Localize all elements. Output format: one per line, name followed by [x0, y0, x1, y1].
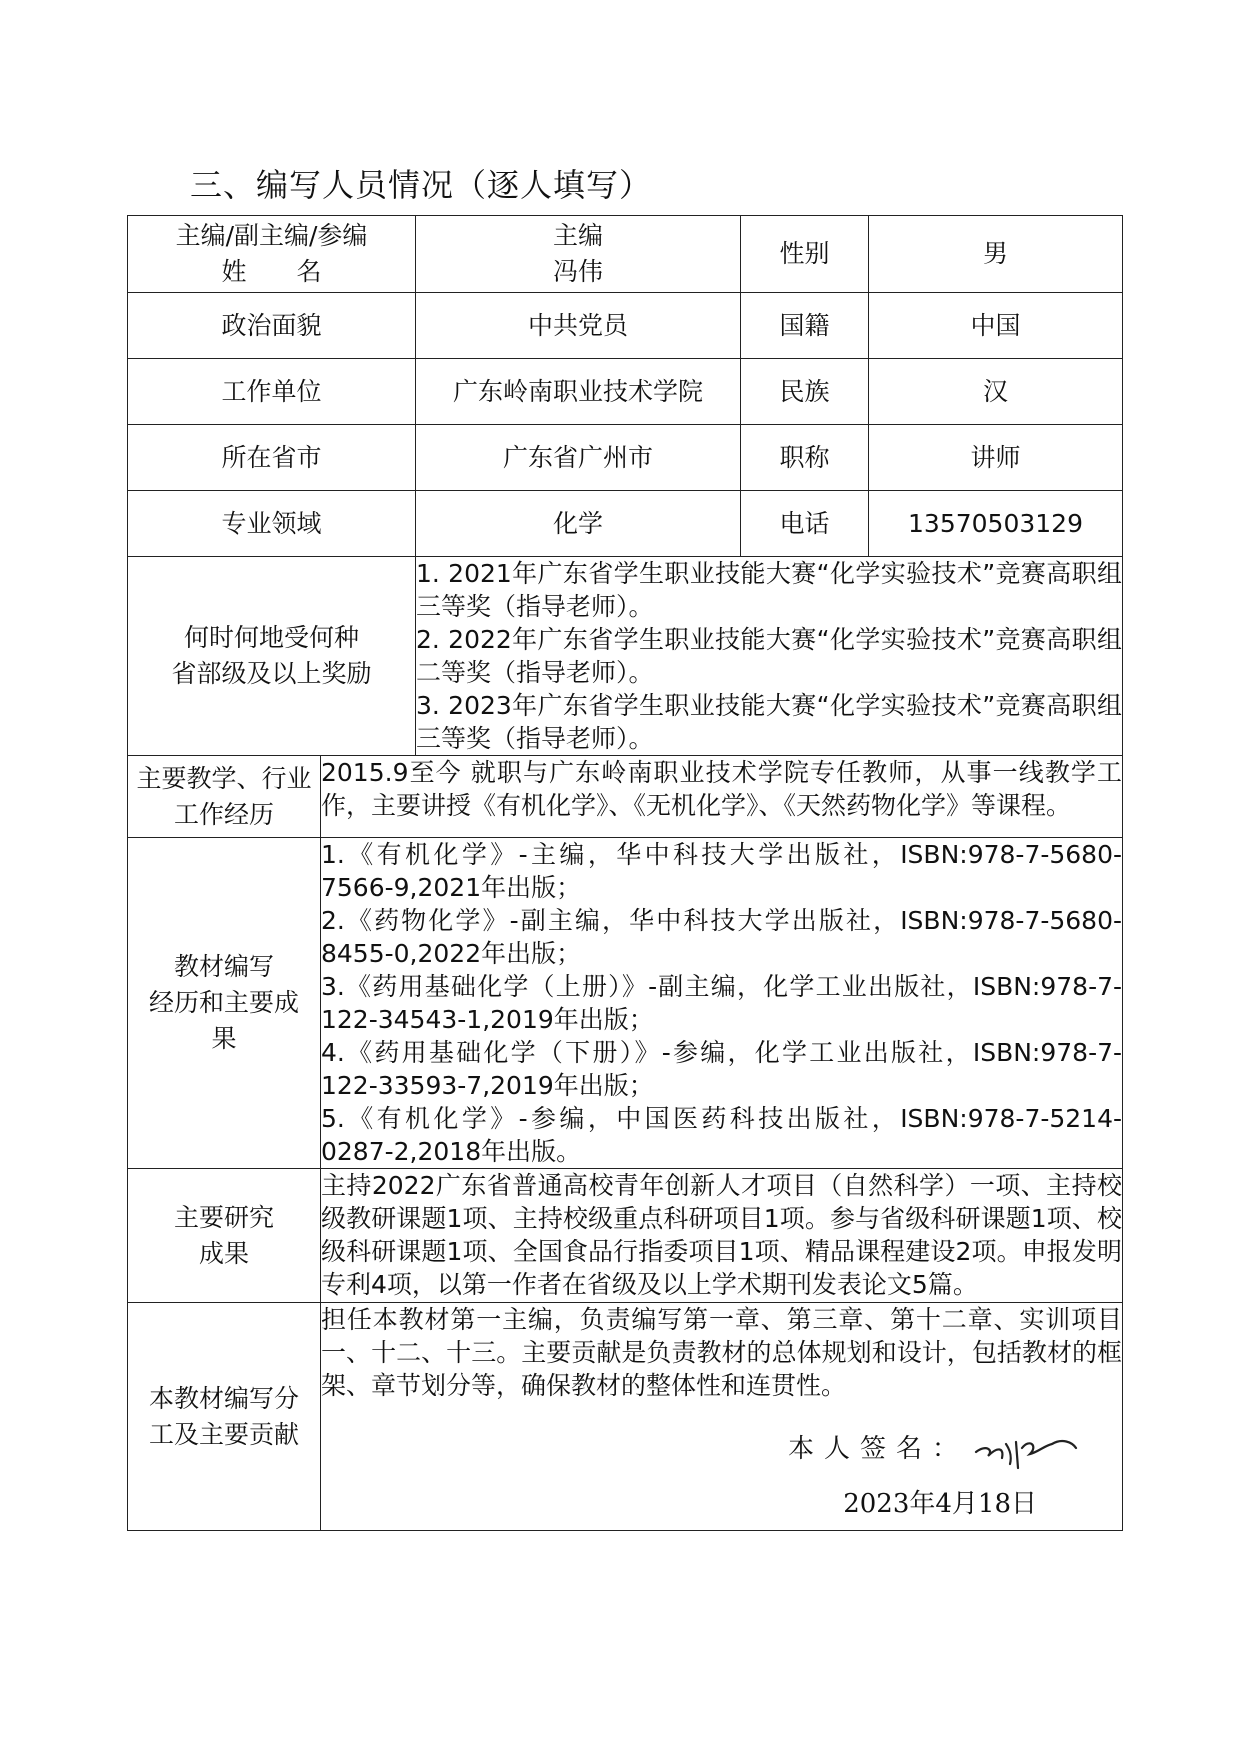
row-experience [128, 756, 1123, 838]
award-item: 3. 2023年广东省学生职业技能大赛“化学实验技术”竞赛高职组三等奖（指导老师）。 [416, 691, 1123, 753]
contribution-cell [321, 1303, 1123, 1531]
role-name-label: 主编/副主编/参编 姓 名 [128, 216, 416, 293]
row-role [128, 216, 1123, 293]
nationality-label: 国籍 [741, 293, 869, 359]
textbook-item: 5.《有机化学》-参编，中国医药科技出版社，ISBN:978-7-5214-0287-2,2018年出版。 [321, 1104, 1123, 1166]
work-unit-value: 广东岭南职业技术学院 [416, 359, 741, 425]
ethnicity-label: 民族 [741, 359, 869, 425]
nationality-value: 中国 [869, 293, 1123, 359]
row-city [128, 425, 1123, 491]
sign-date: 2023年4月18日 [843, 1489, 1038, 1519]
phone-value: 13570503129 [869, 491, 1123, 557]
politics-value: 中共党员 [416, 293, 741, 359]
field-label: 专业领域 [128, 491, 416, 557]
section-title: 三、编写人员情况（逐人填写） [190, 166, 653, 204]
title-value: 讲师 [869, 425, 1123, 491]
textbook-item: 3.《药用基础化学（上册）》-副主编，化学工业出版社，ISBN:978-7-122-34543-1,2019年出版； [321, 972, 1123, 1034]
textbook-item: 1.《有机化学》-主编，华中科技大学出版社，ISBN:978-7-5680-7566-9,2021年出版； [321, 840, 1123, 902]
phone-label: 电话 [741, 491, 869, 557]
textbook-item: 2.《药物化学》-副主编，华中科技大学出版社，ISBN:978-7-5680-8455-0,2022年出版； [321, 906, 1123, 968]
research-label: 主要研究 成果 [128, 1169, 321, 1303]
city-label: 所在省市 [128, 425, 416, 491]
role-name-value: 主编 冯伟 [416, 216, 741, 293]
research-text: 主持2022广东省普通高校青年创新人才项目（自然科学）一项、主持校级教研课题1项、主持校级重点科研项目1项。参与省级科研课题1项、校级科研课题1项、全国食品行指委项目1项、精品课程建设2项。申报发明专利4项，以第一作者在省级及以上学术期刊发表论文5篇。 [321, 1169, 1123, 1303]
row-work [128, 359, 1123, 425]
awards-label: 何时何地受何种 省部级及以上奖励 [128, 557, 416, 756]
textbooks-list [321, 838, 1123, 1169]
awards-list [416, 557, 1123, 756]
row-field [128, 491, 1123, 557]
gender-value: 男 [869, 216, 1123, 293]
experience-label: 主要教学、行业 工作经历 [128, 756, 321, 838]
signature-block [321, 1424, 1122, 1521]
ethnicity-value: 汉 [869, 359, 1123, 425]
work-unit-label: 工作单位 [128, 359, 416, 425]
row-textbooks [128, 838, 1123, 1169]
contribution-text: 担任本教材第一主编，负责编写第一章、第三章、第十二章、实训项目一、十二、十三。主要贡献是负责教材的总体规划和设计，包括教材的框架、章节划分等，确保教材的整体性和连贯性。 [321, 1305, 1123, 1400]
row-contribution [128, 1303, 1123, 1531]
textbook-item: 4.《药用基础化学（下册）》-参编，化学工业出版社，ISBN:978-7-122-33593-7,2019年出版； [321, 1038, 1123, 1100]
textbooks-label: 教材编写 经历和主要成 果 [128, 838, 321, 1169]
author-info-table [127, 215, 1123, 1531]
field-value: 化学 [416, 491, 741, 557]
handwritten-signature [972, 1424, 1082, 1474]
gender-label: 性别 [741, 216, 869, 293]
experience-text: 2015.9至今 就职与广东岭南职业技术学院专任教师，从事一线教学工作，主要讲授《有机化学》、《无机化学》、《天然药物化学》等课程。 [321, 756, 1123, 838]
politics-label: 政治面貌 [128, 293, 416, 359]
award-item: 1. 2021年广东省学生职业技能大赛“化学实验技术”竞赛高职组三等奖（指导老师）。 [416, 559, 1123, 621]
city-value: 广东省广州市 [416, 425, 741, 491]
row-awards [128, 557, 1123, 756]
contribution-label: 本教材编写分 工及主要贡献 [128, 1303, 321, 1531]
title-label: 职称 [741, 425, 869, 491]
row-politics [128, 293, 1123, 359]
award-item: 2. 2022年广东省学生职业技能大赛“化学实验技术”竞赛高职组二等奖（指导老师）。 [416, 625, 1123, 687]
signature-label: 本人签名： [788, 1433, 969, 1464]
row-research [128, 1169, 1123, 1303]
